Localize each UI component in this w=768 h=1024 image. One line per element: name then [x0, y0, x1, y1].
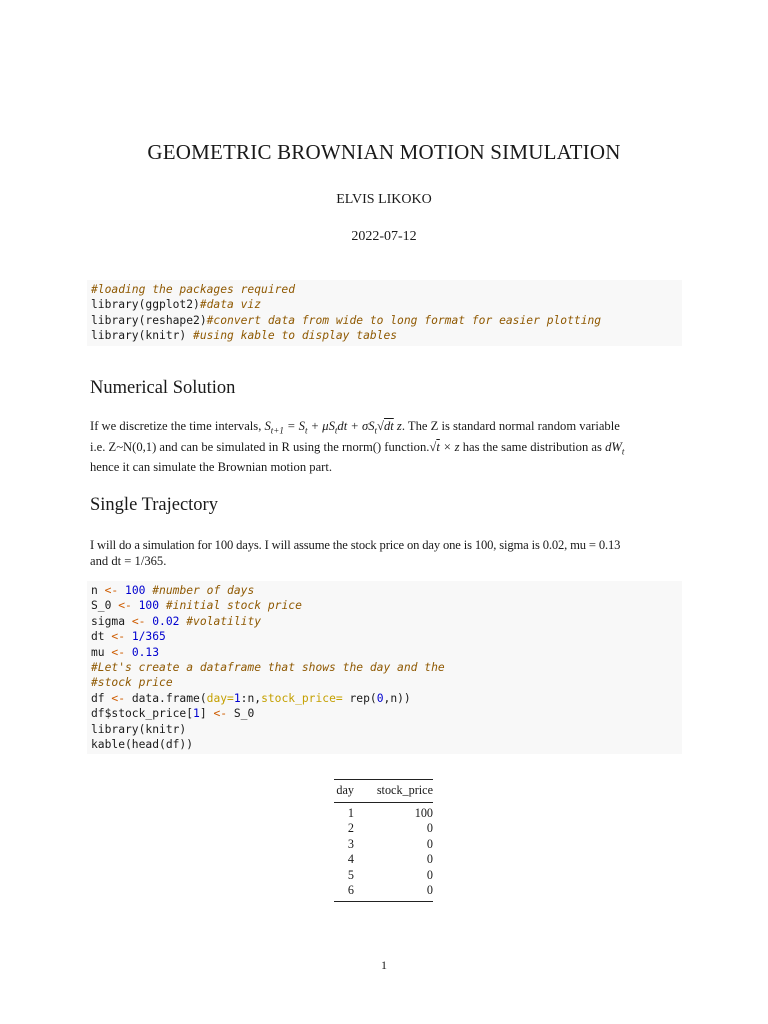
cell-stock-price: 0	[426, 836, 433, 851]
code-block-simulation	[87, 581, 682, 754]
document-author: ELVIS LIKOKO	[336, 192, 432, 207]
cell-stock-price: 100	[414, 806, 433, 820]
formula-dwt: $dW_t$	[605, 439, 625, 457]
code-line	[91, 282, 678, 297]
table-row	[334, 803, 433, 822]
code-text: library(knitr)	[91, 329, 194, 343]
code-comment: #using kable to display tables	[193, 329, 398, 343]
paragraph-line	[90, 418, 682, 439]
table-row	[334, 852, 433, 867]
section-heading-numerical-solution: Numerical Solution	[90, 378, 236, 398]
cell-day: 3	[347, 836, 354, 851]
section-heading-single-trajectory: Single Trajectory	[90, 495, 218, 515]
code-line: sigma <- 0.02 #volatility	[91, 614, 262, 628]
code-line: n <- 100 #number of days	[91, 584, 255, 597]
column-header-stock-price: stock_price	[368, 780, 433, 803]
code-line: kable(head(df))	[91, 737, 194, 751]
document-date: 2022-07-12	[351, 229, 417, 244]
code-line: library(knitr)	[91, 722, 187, 736]
cell-stock-price: 0	[368, 883, 433, 902]
formula-discretization: $S_{t+1} = S_t + \mu S_tdt + \sigma S_t√dt$ z	[264, 419, 402, 436]
paragraph-line: and dt = 1/365.	[90, 554, 167, 568]
cell-stock-price: 0	[426, 852, 433, 867]
text: has the same distribution as	[459, 439, 606, 454]
code-line	[91, 313, 678, 328]
text: i.e. Z~N(0,1) and can be simulated in R using the rnorm() function.	[90, 439, 430, 454]
cell-day: 6	[334, 883, 368, 902]
cell-day: 1	[347, 806, 354, 820]
cell-day: 5	[347, 867, 354, 882]
text: . The Z is standard normal random variable	[401, 419, 620, 433]
paragraph-numerical-solution	[90, 418, 682, 475]
table-row	[334, 868, 433, 883]
table-header-row	[334, 780, 433, 803]
table-row	[334, 883, 433, 902]
code-line: S_0 <- 100 #initial stock price	[91, 599, 302, 613]
code-text: library(reshape2)	[91, 313, 207, 327]
code-text: library(ggplot2)	[91, 298, 200, 312]
paragraph-line	[90, 439, 682, 460]
formula-sqrt-t-z: √t × z	[429, 439, 460, 454]
code-comment: #loading the packages required	[91, 283, 296, 296]
code-line: df$stock_price[1] <- S_0	[91, 707, 255, 721]
code-block-packages	[87, 280, 682, 346]
cell-stock-price: 0	[426, 867, 433, 882]
column-header-day: day	[334, 780, 368, 803]
table-row	[334, 821, 433, 836]
cell-stock-price: 0	[426, 821, 433, 836]
table-row	[334, 837, 433, 852]
page-number: 1	[381, 958, 387, 972]
code-comment: #data viz	[199, 298, 262, 312]
paragraph-line: hence it can simulate the Brownian motion part.	[90, 460, 333, 475]
code-line: #Let's create a dataframe that shows the day and the	[91, 660, 445, 674]
text: If we discretize the time intervals,	[90, 419, 265, 433]
code-line: mu <- 0.13	[91, 645, 160, 659]
code-comment: #convert data from wide to long format for easier plotting	[206, 313, 602, 327]
code-line	[91, 297, 678, 312]
cell-day: 2	[347, 821, 354, 836]
cell-day: 4	[347, 852, 354, 867]
paragraph-single-trajectory	[90, 537, 682, 569]
document-title: GEOMETRIC BROWNIAN MOTION SIMULATION	[147, 140, 621, 164]
stock-price-table	[334, 779, 433, 902]
paragraph-line: I will do a simulation for 100 days. I will assume the stock price on day one is 100, sigma is 0.02, mu = 0.13	[90, 538, 621, 552]
code-line: df <- data.frame(day=1:n,stock_price= rep(0,n))	[91, 691, 411, 705]
code-line: #stock price	[91, 676, 173, 690]
code-line: dt <- 1/365	[91, 630, 166, 644]
code-line	[91, 328, 678, 343]
